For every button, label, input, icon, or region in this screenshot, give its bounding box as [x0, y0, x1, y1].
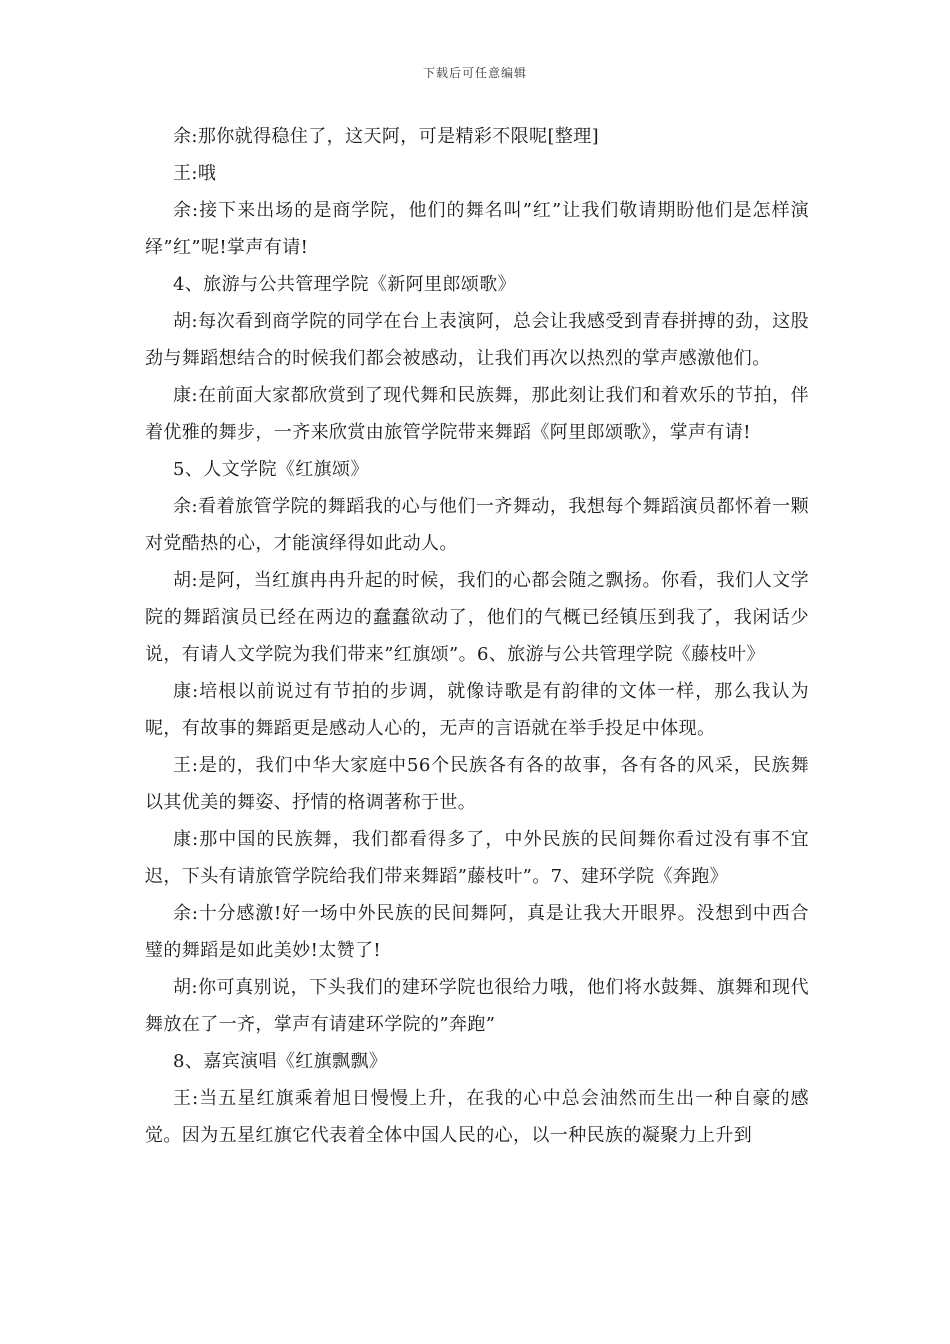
section-heading: 5、人文学院《红旗颂》 — [173, 459, 369, 480]
paragraph: 王:是的，我们中华大家庭中56个民族各有各的故事，各有各的风采，民族舞以其优美的舞姿、抒情的格调著称于世。 — [145, 755, 809, 813]
paragraph: 康:那中国的民族舞，我们都看得多了，中外民族的民间舞你看过没有事不宜迟，下头有请旅管学院给我们带来舞蹈”藤枝叶”。7、建环学院《奔跑》 — [145, 829, 809, 887]
paragraph: 胡:是阿，当红旗冉冉升起的时候，我们的心都会随之飘扬。你看，我们人文学院的舞蹈演员已经在两边的蠢蠢欲动了，他们的气概已经镇压到我了，我闲话少说，有请人文学院为我们带来”红旗颂”。6、旅游与公共管理学院《藤枝叶》 — [145, 570, 809, 665]
document-body — [145, 118, 809, 1154]
paragraph: 王:哦 — [173, 163, 217, 184]
paragraph: 余:看着旅管学院的舞蹈我的心与他们一齐舞动，我想每个舞蹈演员都怀着一颗对党酷热的心，才能演绎得如此动人。 — [145, 496, 809, 554]
page-header: 下载后可任意编辑 — [422, 66, 527, 80]
paragraph: 胡:每次看到商学院的同学在台上表演阿，总会让我感受到青春拼搏的劲，这股劲与舞蹈想结合的时候我们都会被感动，让我们再次以热烈的掌声感激他们。 — [145, 311, 809, 369]
paragraph: 余:十分感激!好一场中外民族的民间舞阿，真是让我大开眼界。没想到中西合璧的舞蹈是如此美妙!太赞了! — [145, 903, 809, 961]
paragraph: 康:培根以前说过有节拍的步调，就像诗歌是有韵律的文体一样，那么我认为呢，有故事的舞蹈更是感动人心的，无声的言语就在举手投足中体现。 — [145, 681, 809, 739]
paragraph: 康:在前面大家都欣赏到了现代舞和民族舞，那此刻让我们和着欢乐的节拍，伴着优雅的舞步，一齐来欣赏由旅管学院带来舞蹈《阿里郎颂歌》，掌声有请! — [145, 385, 809, 443]
paragraph: 王:当五星红旗乘着旭日慢慢上升，在我的心中总会油然而生出一种自豪的感觉。因为五星红旗它代表着全体中国人民的心，以一种民族的凝聚力上升到 — [145, 1088, 809, 1146]
paragraph: 余:接下来出场的是商学院，他们的舞名叫”红”让我们敬请期盼他们是怎样演绎”红”呢!掌声有请! — [145, 200, 809, 258]
section-heading: 8、嘉宾演唱《红旗飘飘》 — [173, 1051, 388, 1072]
section-heading: 4、旅游与公共管理学院《新阿里郎颂歌》 — [173, 274, 517, 295]
paragraph: 余:那你就得稳住了，这天阿，可是精彩不限呢[整理] — [173, 126, 600, 147]
paragraph: 胡:你可真别说，下头我们的建环学院也很给力哦，他们将水鼓舞、旗舞和现代舞放在了一齐，掌声有请建环学院的”奔跑” — [145, 977, 809, 1035]
